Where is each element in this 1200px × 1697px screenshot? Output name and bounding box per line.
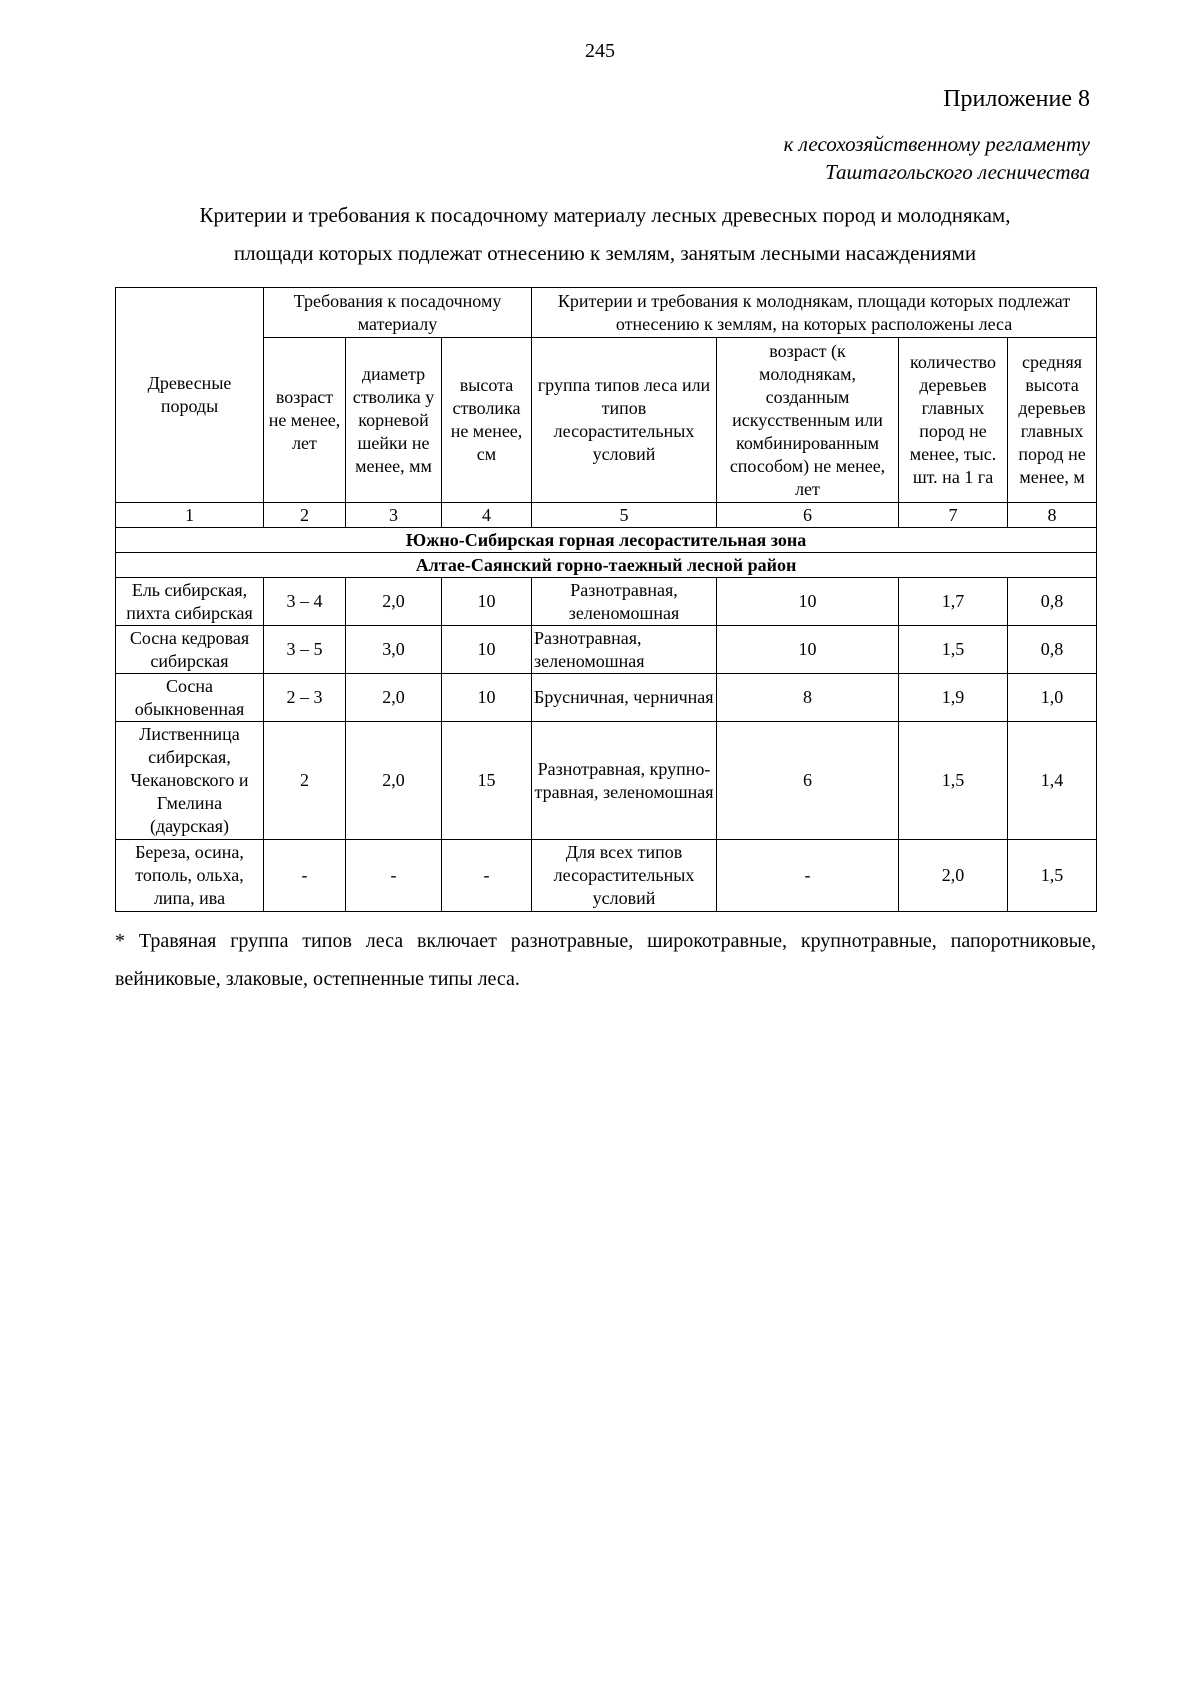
footnote: * Травяная группа типов леса включает разнотравные, широкотравные, крупнотравные, папоротниковые, вейниковые, злаковые, остепненные типы леса. [115, 930, 1096, 990]
col-number: 3 [346, 503, 442, 528]
cell-stand-age: - [717, 840, 899, 912]
cell-age: 3 – 5 [264, 626, 346, 674]
title-line-2: площади которых подлежат отнесению к землям, занятым лесными насаждениями [233, 241, 977, 265]
cell-diameter: 2,0 [346, 578, 442, 626]
col-number: 6 [717, 503, 899, 528]
cell-avg-height: 0,8 [1008, 578, 1097, 626]
cell-height: 10 [442, 674, 532, 722]
cell-tree-count: 1,7 [899, 578, 1008, 626]
zone-heading: Южно-Сибирская горная лесорастительная зона [116, 528, 1097, 553]
header-col-forest-type: группа типов леса или типов лесорастительных условий [532, 338, 717, 503]
header-row-groups [116, 288, 1097, 338]
cell-age: 2 – 3 [264, 674, 346, 722]
col-number: 1 [116, 503, 264, 528]
col-number: 5 [532, 503, 717, 528]
appendix-label: Приложение 8 [943, 86, 1090, 112]
subtitle-line-1: к лесохозяйственному регламенту [783, 132, 1090, 156]
table-row [116, 674, 1097, 722]
cell-species: Ель сибирская, пихта сибирская [116, 578, 264, 626]
col-number: 8 [1008, 503, 1097, 528]
cell-forest-type: Разнотравная, зеленомошная [532, 626, 717, 674]
cell-height: 10 [442, 626, 532, 674]
cell-avg-height: 0,8 [1008, 626, 1097, 674]
cell-diameter: 2,0 [346, 722, 442, 840]
col-number: 4 [442, 503, 532, 528]
table-row [116, 626, 1097, 674]
title-line-1: Критерии и требования к посадочному материалу лесных древесных пород и молоднякам, [199, 203, 1011, 227]
table-row [116, 578, 1097, 626]
cell-age: 3 – 4 [264, 578, 346, 626]
cell-tree-count: 2,0 [899, 840, 1008, 912]
cell-stand-age: 10 [717, 626, 899, 674]
cell-height: 15 [442, 722, 532, 840]
col-number: 2 [264, 503, 346, 528]
cell-species: Лиственница сибирская, Чекановского и Гмелина (даурская) [116, 722, 264, 840]
cell-forest-type: Для всех типов лесорастительных условий [532, 840, 717, 912]
appendix-subtitle [784, 130, 1090, 186]
cell-species: Сосна обыкновенная [116, 674, 264, 722]
cell-species: Береза, осина, тополь, ольха, липа, ива [116, 840, 264, 912]
cell-tree-count: 1,5 [899, 722, 1008, 840]
cell-avg-height: 1,4 [1008, 722, 1097, 840]
table-row [116, 840, 1097, 912]
cell-forest-type: Брусничная, черничная [532, 674, 717, 722]
cell-tree-count: 1,5 [899, 626, 1008, 674]
header-species: Древесные породы [116, 288, 264, 503]
cell-diameter: 2,0 [346, 674, 442, 722]
header-col-stand-age: возраст (к молоднякам, созданным искусственным или комбинированным способом) не менее, лет [717, 338, 899, 503]
cell-height: 10 [442, 578, 532, 626]
table-row [116, 722, 1097, 840]
document-title [115, 196, 1095, 272]
cell-forest-type: Разнотравная, зеленомошная [532, 578, 717, 626]
cell-forest-type: Разнотравная, крупно-травная, зеленомошная [532, 722, 717, 840]
cell-age: 2 [264, 722, 346, 840]
zone-row [116, 528, 1097, 553]
col-number: 7 [899, 503, 1008, 528]
header-col-diameter: диаметр стволика у корневой шейки не менее, мм [346, 338, 442, 503]
cell-stand-age: 8 [717, 674, 899, 722]
header-planting-material: Требования к посадочному материалу [264, 288, 532, 338]
cell-height: - [442, 840, 532, 912]
cell-age: - [264, 840, 346, 912]
page-number: 245 [585, 40, 615, 62]
cell-tree-count: 1,9 [899, 674, 1008, 722]
header-young-stands: Критерии и требования к молоднякам, площади которых подлежат отнесению к землям, на которых расположены леса [532, 288, 1097, 338]
header-row-columns [116, 338, 1097, 503]
cell-stand-age: 10 [717, 578, 899, 626]
region-row [116, 553, 1097, 578]
header-col-tree-count: количество деревьев главных пород не менее, тыс. шт. на 1 га [899, 338, 1008, 503]
region-heading: Алтае-Саянский горно-таежный лесной район [116, 553, 1097, 578]
header-col-height: высота стволика не менее, см [442, 338, 532, 503]
cell-diameter: 3,0 [346, 626, 442, 674]
cell-species: Сосна кедровая сибирская [116, 626, 264, 674]
subtitle-line-2: Таштагольского лесничества [825, 160, 1090, 184]
cell-diameter: - [346, 840, 442, 912]
header-number-row [116, 503, 1097, 528]
criteria-table [115, 287, 1097, 912]
header-col-age: возраст не менее, лет [264, 338, 346, 503]
cell-avg-height: 1,5 [1008, 840, 1097, 912]
header-col-avg-height: средняя высота деревьев главных пород не менее, м [1008, 338, 1097, 503]
cell-avg-height: 1,0 [1008, 674, 1097, 722]
cell-stand-age: 6 [717, 722, 899, 840]
